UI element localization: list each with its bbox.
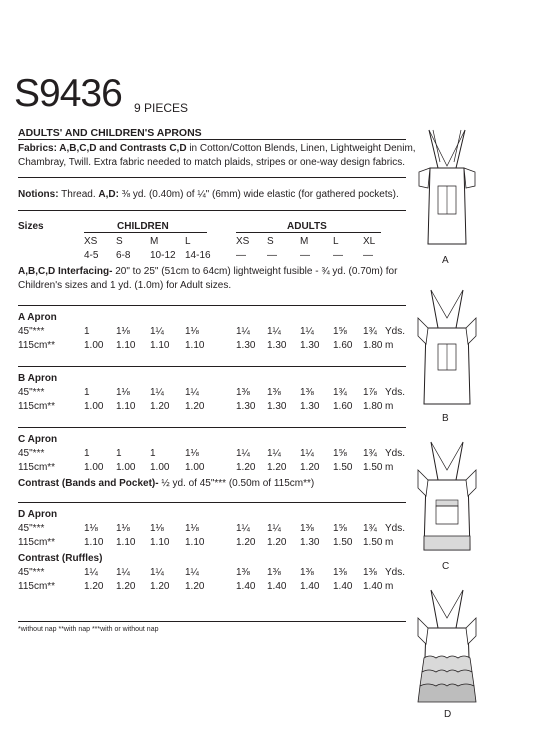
unit-label: Yds.	[385, 448, 406, 459]
yardage-value: 1⅛	[116, 523, 130, 534]
yardage-value: 1	[150, 448, 156, 459]
yardage-value: 1⅜	[300, 523, 314, 534]
yardage-value: 1	[84, 448, 90, 459]
yardage-value: 1.00	[150, 462, 170, 473]
section-title: D Apron	[18, 509, 58, 520]
piece-count: 9 PIECES	[134, 101, 189, 115]
yardage-value: 1¼	[267, 448, 281, 459]
yardage-value: 1.30	[267, 401, 287, 412]
adults-underline	[236, 232, 381, 233]
yardage-value: 1¼	[116, 567, 130, 578]
yardage-value: 1.00	[116, 462, 136, 473]
unit-label: m	[385, 462, 394, 473]
yardage-value: 1.80	[363, 401, 383, 412]
unit-label: Yds.	[385, 387, 406, 398]
size-range: —	[236, 250, 246, 261]
yardage-value: 1¼	[267, 523, 281, 534]
yardage-value: 1.20	[267, 537, 287, 548]
yardage-value: 1.50	[363, 462, 383, 473]
size-name: L	[185, 236, 191, 247]
yardage-value: 1⅜	[363, 567, 377, 578]
unit-label: Yds.	[385, 523, 406, 534]
divider	[18, 502, 406, 503]
unit-label: m	[385, 340, 394, 351]
yardage-value: 1.10	[185, 537, 205, 548]
yardage-value: 1⅛	[116, 326, 130, 337]
size-name: M	[150, 236, 159, 247]
yardage-value: 1⅜	[300, 567, 314, 578]
figure-label-c: C	[442, 561, 450, 572]
row-label: 115cm**	[18, 340, 56, 351]
adults-label: ADULTS	[287, 221, 327, 232]
yardage-value: 1⅛	[185, 326, 199, 337]
divider	[18, 427, 406, 428]
children-underline	[84, 232, 207, 233]
yardage-value: 1¼	[300, 448, 314, 459]
pattern-title: ADULTS' AND CHILDREN'S APRONS	[18, 127, 202, 139]
contrast-ruffles-title: Contrast (Ruffles)	[18, 553, 103, 564]
yardage-value: 1.20	[150, 401, 170, 412]
row-label: 115cm**	[18, 537, 56, 548]
unit-label: Yds.	[385, 326, 406, 337]
yardage-value: 1.20	[236, 462, 256, 473]
apron-c-illustration	[416, 440, 478, 560]
size-range: —	[333, 250, 343, 261]
yardage-value: 1.50	[333, 462, 353, 473]
yardage-value: 1¼	[150, 567, 164, 578]
yardage-value: 1⅜	[236, 387, 250, 398]
yardage-value: 1⅞	[363, 387, 377, 398]
sizes-label: Sizes	[18, 221, 44, 232]
yardage-value: 1.40	[236, 581, 256, 592]
yardage-value: 1.10	[185, 340, 205, 351]
yardage-value: 1.20	[116, 581, 136, 592]
section-title: C Apron	[18, 434, 58, 445]
yardage-value: 1.10	[116, 340, 136, 351]
yardage-value: 1⅛	[116, 387, 130, 398]
size-name: L	[333, 236, 339, 247]
unit-label: Yds.	[385, 567, 406, 578]
yardage-value: 1.40	[267, 581, 287, 592]
unit-label: m	[385, 401, 394, 412]
figure-label-d: D	[444, 709, 452, 720]
children-label: CHILDREN	[117, 221, 169, 232]
row-label: 45"***	[18, 448, 45, 459]
size-range: 4-5	[84, 250, 99, 261]
yardage-value: 1.20	[267, 462, 287, 473]
yardage-value: 1.10	[150, 340, 170, 351]
contrast-text: ½ yd. of 45"*** (0.50m of 115cm**)	[158, 478, 315, 489]
yardage-value: 1¼	[185, 567, 199, 578]
yardage-value: 1⅛	[185, 523, 199, 534]
interfacing-line-2: Children's sizes and 1 yd. (1.0m) for Adult sizes.	[18, 280, 232, 291]
size-name: XL	[363, 236, 376, 247]
section-title: B Apron	[18, 373, 58, 384]
yardage-value: 1¼	[300, 326, 314, 337]
row-label: 115cm**	[18, 401, 56, 412]
yardage-value: 1¼	[185, 387, 199, 398]
interfacing-label: A,B,C,D Interfacing-	[18, 266, 113, 277]
yardage-value: 1.10	[116, 537, 136, 548]
row-label: 45"***	[18, 326, 45, 337]
yardage-value: 1.60	[333, 340, 353, 351]
yardage-value: 1⅛	[84, 523, 98, 534]
yardage-value: 1	[84, 387, 90, 398]
yardage-value: 1⅜	[267, 387, 281, 398]
unit-label: m	[385, 537, 394, 548]
yardage-value: 1.00	[84, 462, 104, 473]
size-name: XS	[236, 236, 250, 247]
footnote: *without nap **with nap ***with or without nap	[18, 626, 159, 633]
yardage-value: 1.10	[84, 537, 104, 548]
fabrics-line-2: Chambray, Twill. Extra fabric needed to match plaids, stripes or one-way design fabrics.	[18, 157, 406, 168]
yardage-value: 1.10	[116, 401, 136, 412]
apron-a-illustration	[416, 128, 478, 248]
divider	[18, 210, 406, 211]
yardage-value: 1⅜	[333, 567, 347, 578]
yardage-value: 1.00	[84, 401, 104, 412]
yardage-value: 1¼	[236, 326, 250, 337]
yardage-value: 1⅝	[333, 448, 347, 459]
size-range: 14-16	[185, 250, 211, 261]
yardage-value: 1.40	[363, 581, 383, 592]
yardage-value: 1.00	[84, 340, 104, 351]
row-label: 45"***	[18, 387, 45, 398]
size-range: 6-8	[116, 250, 131, 261]
divider	[18, 366, 406, 367]
yardage-value: 1.40	[300, 581, 320, 592]
size-name: S	[116, 236, 123, 247]
apron-b-illustration	[416, 288, 478, 408]
yardage-value: 1¾	[363, 448, 377, 459]
size-range: 10-12	[150, 250, 176, 261]
size-range: —	[267, 250, 277, 261]
yardage-value: 1	[84, 326, 90, 337]
yardage-value: 1⅜	[236, 567, 250, 578]
yardage-value: 1.20	[185, 401, 205, 412]
fabrics-label: Fabrics: A,B,C,D and Contrasts C,D	[18, 143, 187, 154]
row-label: 115cm**	[18, 581, 56, 592]
yardage-value: 1⅜	[300, 387, 314, 398]
yardage-value: 1	[116, 448, 122, 459]
contrast-label: Contrast (Bands and Pocket)-	[18, 478, 159, 489]
section-title: A Apron	[18, 312, 57, 323]
notions-line: Notions: Thread. A,D: ⅜ yd. (0.40m) of ¼" (6mm) wide elastic (for gathered pockets).	[18, 189, 399, 200]
yardage-value: 1¾	[363, 326, 377, 337]
yardage-value: 1¼	[84, 567, 98, 578]
size-range: —	[300, 250, 310, 261]
yardage-value: 1¾	[363, 523, 377, 534]
pattern-number: S9436	[14, 72, 122, 115]
yardage-value: 1.20	[150, 581, 170, 592]
yardage-value: 1⅛	[150, 523, 164, 534]
contrast-line	[18, 478, 314, 489]
yardage-value: 1¼	[236, 448, 250, 459]
size-name: XS	[84, 236, 98, 247]
fabrics-text: in Cotton/Cotton Blends, Linen, Lightweight Denim,	[186, 143, 416, 154]
figure-label-b: B	[442, 413, 449, 424]
yardage-value: 1⅜	[267, 567, 281, 578]
yardage-value: 1.20	[300, 462, 320, 473]
yardage-value: 1¼	[236, 523, 250, 534]
yardage-value: 1⅝	[333, 523, 347, 534]
yardage-value: 1.60	[333, 401, 353, 412]
yardage-value: 1⅝	[333, 326, 347, 337]
yardage-value: 1¼	[150, 387, 164, 398]
row-label: 115cm**	[18, 462, 56, 473]
size-name: M	[300, 236, 309, 247]
row-label: 45"***	[18, 567, 45, 578]
yardage-value: 1¾	[333, 387, 347, 398]
yardage-value: 1.20	[236, 537, 256, 548]
yardage-value: 1.30	[236, 401, 256, 412]
figure-label-a: A	[442, 255, 449, 266]
yardage-value: 1.30	[300, 401, 320, 412]
interfacing-line-1: A,B,C,D Interfacing- 20" to 25" (51cm to 64cm) lightweight fusible - ¾ yd. (0.70m) for	[18, 266, 398, 277]
yardage-value: 1.30	[300, 537, 320, 548]
divider	[18, 139, 406, 140]
yardage-value: 1.10	[150, 537, 170, 548]
row-label: 45"***	[18, 523, 45, 534]
divider	[18, 177, 406, 178]
yardage-value: 1¼	[267, 326, 281, 337]
divider	[18, 621, 406, 622]
notions-label: Notions:	[18, 189, 59, 200]
yardage-value: 1.50	[363, 537, 383, 548]
yardage-value: 1.80	[363, 340, 383, 351]
size-name: S	[267, 236, 274, 247]
yardage-value: 1.40	[333, 581, 353, 592]
yardage-value: 1.50	[333, 537, 353, 548]
yardage-value: 1⅛	[185, 448, 199, 459]
size-range: —	[363, 250, 373, 261]
yardage-value: 1.00	[185, 462, 205, 473]
unit-label: m	[385, 581, 394, 592]
apron-d-illustration	[414, 588, 480, 708]
yardage-value: 1.30	[300, 340, 320, 351]
yardage-value: 1.20	[84, 581, 104, 592]
fabrics-line-1	[18, 142, 416, 156]
divider	[18, 305, 406, 306]
yardage-value: 1.20	[185, 581, 205, 592]
yardage-value: 1.30	[267, 340, 287, 351]
yardage-value: 1¼	[150, 326, 164, 337]
yardage-value: 1.30	[236, 340, 256, 351]
